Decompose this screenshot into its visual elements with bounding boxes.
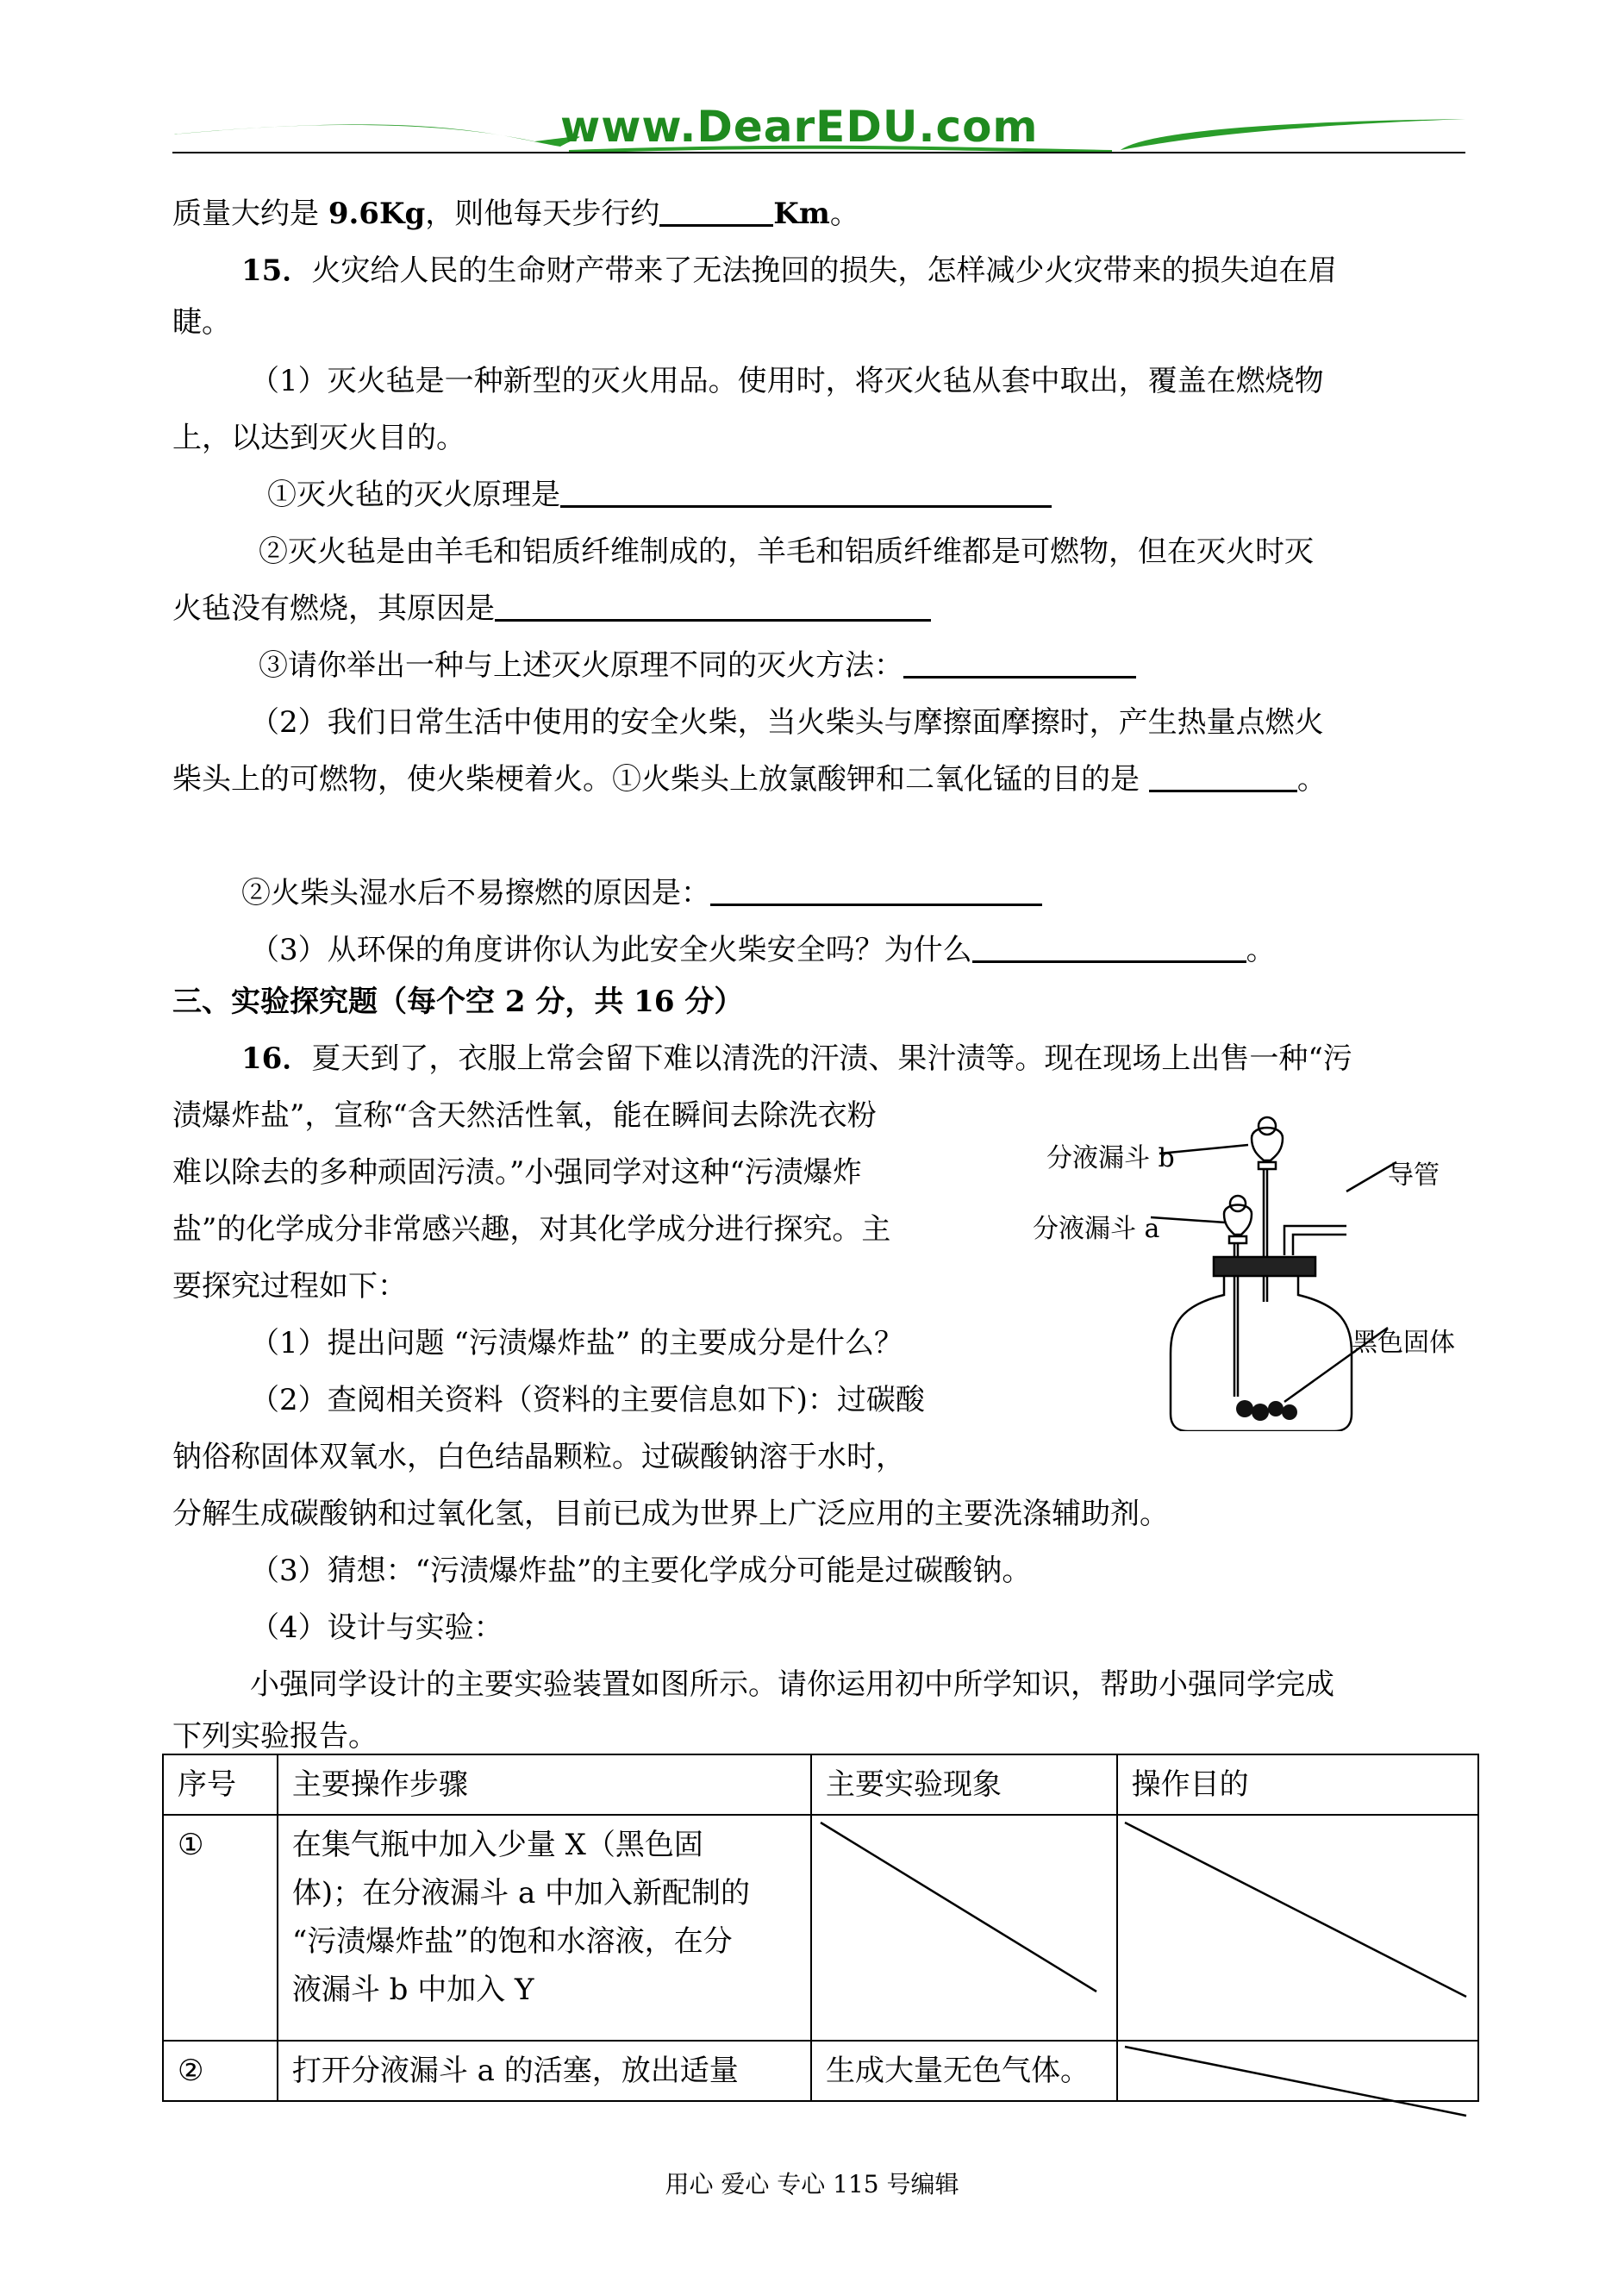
text-line: ②灭火毡是由羊毛和铝质纤维制成的，羊毛和铝质纤维都是可燃物，但在灭火时灭 [259,535,1314,569]
text-line: 钠俗称固体双氧水，白色结晶颗粒。过碳酸钠溶于水时， [172,1440,905,1474]
row-phenomenon: 生成大量无色气体。 [811,2041,1117,2101]
apparatus-figure [1026,1095,1474,1431]
answer-blank [560,476,1052,508]
page-footer: 用心 爱心 专心 115 号编辑 [665,2170,959,2198]
header-cell: 序号 [163,1754,278,1815]
text-line: ②火柴头湿水后不易擦燃的原因是： [241,874,1042,912]
answer-blank [495,590,931,622]
text-line: （2）我们日常生活中使用的安全火柴，当火柴头与摩擦面摩擦时，产生热量点燃火 [250,705,1324,740]
header-cell: 主要操作步骤 [278,1754,811,1815]
answer-blank [972,931,1246,963]
text-line: 上，以达到灭火目的。 [172,421,465,455]
text-line: （1）灭火毡是一种新型的灭火用品。使用时，将灭火毡从套中取出，覆盖在燃烧物 [250,364,1324,398]
text-line: 渍爆炸盐”，宣称“含天然活性氧，能在瞬间去除洗衣粉 [172,1098,877,1133]
answer-blank [659,195,773,227]
text-line: （3）猜想：“污渍爆炸盐”的主要化学成分可能是过碳酸钠。 [250,1554,1032,1588]
experiment-report-table [162,1754,1479,2102]
header-cell: 主要实验现象 [811,1754,1117,1815]
row-purpose-crossed-out [1117,1815,1478,2041]
text-line: 下列实验报告。 [172,1719,378,1754]
row-number: ① [163,1815,278,2041]
strike-line [1118,2042,1480,2098]
section-heading: 三、实验探究题（每个空 2 分，共 16 分） [172,985,744,1019]
text-line: （4）设计与实验： [250,1610,503,1645]
text-line-1: 质量大约是 9.6Kg，则他每天步行约 Km。 [172,197,859,231]
strike-line [812,1816,1118,2042]
text-line: 柴头上的可燃物，使火柴梗着火。①火柴头上放氯酸钾和二氧化锰的目的是 。 [172,762,1327,797]
label-funnel-a: 分液漏斗 a [1033,1214,1160,1244]
text-line: ③请你举出一种与上述灭火原理不同的灭火方法： [259,647,1136,685]
text-line: 火毡没有燃烧，其原因是 [172,590,931,628]
text-line: 睫。 [172,305,231,340]
text-line: 难以除去的多种顽固污渍。”小强同学对这种“污渍爆炸 [172,1155,862,1190]
row-steps: 在集气瓶中加入少量 X（黑色固 体)；在分液漏斗 a 中加入新配制的 “污渍爆炸盐”的饱和水溶液，在分 液漏斗 b 中加入 Y [278,1815,811,2041]
answer-blank [710,874,1042,906]
header-rule [172,152,1465,153]
text-line: （2）查阅相关资料（资料的主要信息如下)：过碳酸 [250,1383,925,1417]
text-line: （3）从环保的角度讲你认为此安全火柴安全吗？为什么 。 [250,933,1276,967]
row-phenomenon-crossed-out [811,1815,1117,2041]
table-header-row [163,1754,1478,1815]
row-steps: 打开分液漏斗 a 的活塞，放出适量 [278,2041,811,2101]
label-funnel-b: 分液漏斗 b [1046,1143,1175,1173]
answer-blank [1149,760,1297,792]
text-line: 小强同学设计的主要实验装置如图所示。请你运用初中所学知识，帮助小强同学完成 [250,1667,1334,1702]
table-row [163,2041,1478,2101]
question-15: 15．火灾给人民的生命财产带来了无法挽回的损失，怎样减少火灾带来的损失迫在眉 [241,253,1338,288]
table-row [163,1815,1478,2041]
row-number: ② [163,2041,278,2101]
text-line: 要探究过程如下： [172,1269,407,1304]
label-black-solid: 黑色固体 [1352,1328,1455,1358]
text-line: （1）提出问题 “污渍爆炸盐” 的主要成分是什么？ [250,1326,904,1360]
text-line: 分解生成碳酸钠和过氧化氢，目前已成为世界上广泛应用的主要洗涤辅助剂。 [172,1497,1169,1531]
question-16: 16．夏天到了，衣服上常会留下难以清洗的汗渍、果汁渍等。现在现场上出售一种“污 [241,1041,1352,1076]
answer-blank [903,647,1136,678]
label-tube: 导管 [1388,1160,1440,1191]
site-logo-text: www.DearEDU.com [560,102,1039,152]
row-purpose-crossed-out [1117,2041,1478,2101]
text-line: 盐”的化学成分非常感兴趣，对其化学成分进行探究。主 [172,1212,891,1247]
strike-line [1118,1816,1480,2042]
text-line: ①灭火毡的灭火原理是 [267,476,1052,514]
header-cell: 操作目的 [1117,1754,1478,1815]
